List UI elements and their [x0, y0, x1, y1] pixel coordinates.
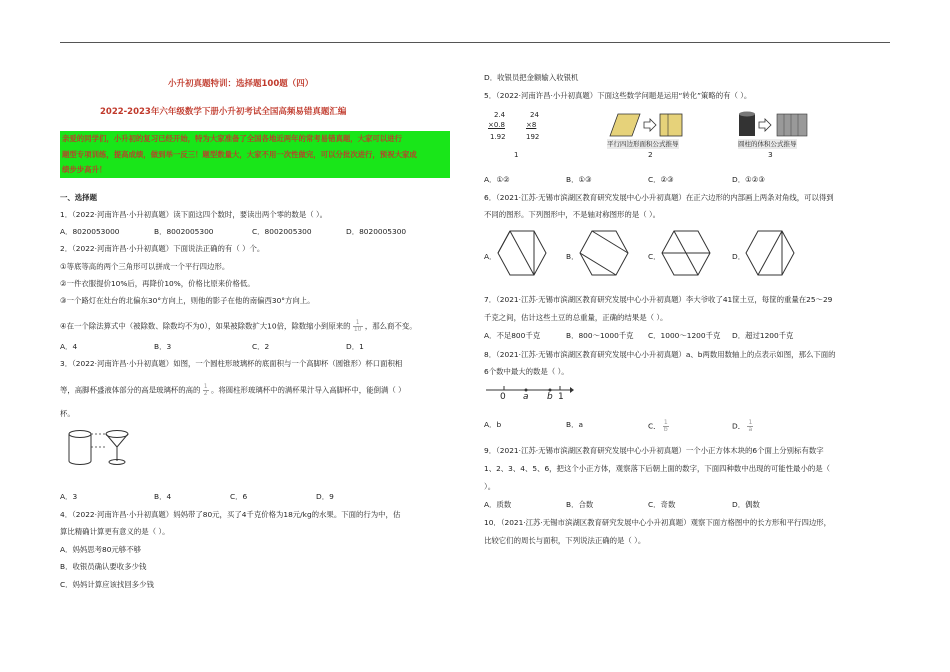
img-label: 2	[648, 150, 653, 159]
q2-item: ③一个路灯在灶台的北偏东30°方向上，则他的影子在他的南偏西30°方向上。	[60, 296, 315, 305]
q6-option-c: C．	[648, 252, 661, 261]
q1-option-a: A．8020053000	[60, 227, 120, 236]
q8-option-c: C． $\frac{1}{b}$	[648, 419, 668, 433]
q2-item: ②一件衣服提价10%后，再降价10%，价格比原来价格低。	[60, 279, 255, 288]
q8-option-a: A．b	[484, 420, 502, 429]
q9-option-d: D．偶数	[732, 500, 760, 509]
q3-option-a: A．3	[60, 492, 78, 501]
q1-stem: 1．（2022·河南许昌·小升初真题）读下面这四个数时，要读出两个零的数是（ ）。	[60, 210, 328, 219]
q1-option-d: D．8020005300	[346, 227, 407, 236]
q5-option-a: A．①②	[484, 175, 510, 184]
q4-stem: 4．（2022·河南许昌·小升初真题）妈妈带了80元，买了4千克价格为18元/kg的水果。下面的行为中，估	[60, 510, 401, 519]
q1-option-c: C．8002005300	[252, 227, 312, 236]
q2-option-c: C．2	[252, 342, 270, 351]
calc-text: ×0.8	[488, 121, 505, 129]
q7-option-a: A．不足800千克	[484, 331, 541, 340]
header-rule	[60, 42, 890, 43]
calc-text: 2.4	[494, 111, 506, 119]
q3-option-d: D．9	[316, 492, 334, 501]
q8-stem: 6个数中最大的数是（ ）。	[484, 367, 569, 376]
section-title: 一、选择题	[60, 193, 97, 202]
q3-fraction: $\frac{1}{2}$	[203, 383, 208, 397]
axis-label: b	[547, 392, 553, 402]
q8-fraction-d: $\frac{1}{a}$	[748, 419, 753, 433]
doc-subtitle: 2022-2023年六年级数学下册小升初考试全国高频易错真题汇编	[100, 107, 347, 117]
q9-stem: ）。	[484, 482, 496, 491]
q6-option-d: D．	[732, 252, 746, 261]
q3-stem: 等，高脚杯盛液体部分的高是玻璃杯的高的 $\frac{1}{2}$ 。将圆柱形玻璃杯中的满杯果汁导入高脚杯中，能倒满（ ）	[60, 383, 406, 397]
calc-text: 1.92	[490, 133, 506, 141]
q4-stem: 算比精确计算更有意义的是（ ）。	[60, 527, 170, 536]
q10-stem: 比较它们的周长与面积，下列说法正确的是（ ）。	[484, 536, 646, 545]
q2-item: ④在一个除法算式中（被除数、除数均不为0），如果被除数扩大10倍，除数缩小到原来的 $\frac{1}{10}$ ，那么商不变。	[60, 319, 417, 333]
img-label: 1	[514, 151, 519, 159]
q4-option-b: B．收银员确认要收多少钱	[60, 562, 147, 571]
intro-line: 绩步步高升！	[62, 165, 107, 174]
q7-option-c: C．1000～1200千克	[648, 331, 721, 340]
q2-option-b: B．3	[154, 342, 172, 351]
intro-line: 亲爱的同学们，小升初的复习已经开始，特为大家准备了全国各地近两年的常考易错真题，大家可以进行	[62, 134, 402, 143]
q6-stem: 不同的图形。下列图形中，不是轴对称图形的是（ ）。	[484, 210, 661, 219]
q9-stem: 1、2、3、4、5、6，把这个小正方体，观察落下后朝上面的数字，下面四种数中出现的可能性最小的是（	[484, 464, 831, 473]
q4-option-c: C．妈妈计算应该找回多少钱	[60, 580, 154, 589]
q7-option-d: D．超过1200千克	[732, 331, 794, 340]
q4-option-a: A．妈妈思考80元够不够	[60, 545, 141, 554]
img-label: 3	[768, 150, 773, 159]
q4-option-d: D．收银员把金额输入收银机	[484, 73, 579, 82]
q7-stem: 7．（2021·江苏·无锡市滨湖区教育研究发展中心小升初真题）李大爷收了41筐土豆，每筐的重量在25～29	[484, 295, 833, 304]
q2-item: ①等底等高的两个三角形可以拼成一个平行四边形。	[60, 262, 230, 271]
q3-stem: 杯。	[60, 409, 75, 418]
q5-parallelogram-figure	[604, 110, 684, 138]
q5-option-d: D．①②③	[732, 175, 765, 184]
q2-fraction: $\frac{1}{10}$	[353, 319, 362, 333]
axis-label: 1	[558, 392, 564, 402]
q5-figure-caption: 圆柱的体积公式推导	[738, 140, 797, 148]
q8-fraction-c: $\frac{1}{b}$	[663, 419, 668, 433]
q6-option-a: A．	[484, 252, 497, 261]
q5-calc-figure	[482, 110, 562, 160]
q9-option-b: B．合数	[566, 500, 594, 509]
q9-option-a: A．质数	[484, 500, 512, 509]
q8-stem: 8．（2021·江苏·无锡市滨湖区教育研究发展中心小升初真题）a、b两数用数轴上的点表示如图，那么下面的	[484, 350, 836, 359]
q9-stem: 9．（2021·江苏·无锡市滨湖区教育研究发展中心小升初真题）一个小正方体木块的6个面上分别标有数字	[484, 446, 824, 455]
q5-stem: 5．（2022·河南许昌·小升初真题）下面这些数学问题是运用“转化”策略的有（ ）。	[484, 91, 752, 100]
q6-option-b: B．	[566, 252, 579, 261]
axis-label: 0	[500, 392, 506, 402]
hexagon-d-figure	[744, 229, 796, 277]
q5-option-c: C．②③	[648, 175, 674, 184]
q6-stem: 6．（2021·江苏·无锡市滨湖区教育研究发展中心小升初真题）在正六边形的内部画上两条对角线，可以得到	[484, 193, 834, 202]
q7-stem: 千克之间，估计这些土豆的总重量，正确的结果是（ ）。	[484, 313, 668, 322]
q2-option-d: D．1	[346, 342, 364, 351]
q3-glass-figure	[62, 428, 132, 470]
q8-option-b: B．a	[566, 420, 583, 429]
hexagon-a-figure	[496, 229, 548, 277]
q10-stem: 10．（2021·江苏·无锡市滨湖区教育研究发展中心小升初真题）观察下面方格图中的长方形和平行四边形，	[484, 518, 832, 527]
hexagon-b-figure	[578, 229, 630, 277]
q7-option-b: B．800～1000千克	[566, 331, 634, 340]
hexagon-c-figure	[660, 229, 712, 277]
axis-label: a	[523, 392, 529, 402]
q2-option-a: A．4	[60, 342, 78, 351]
calc-text: 192	[526, 133, 540, 141]
q3-stem: 3．（2022·河南许昌·小升初真题）如图，一个圆柱形玻璃杯的底面积与一个高脚杯（圆锥形）杯口面积相	[60, 359, 403, 368]
q9-option-c: C．奇数	[648, 500, 676, 509]
intro-line: 题型专项训练，提高成绩，做到举一反三！题型数量大，大家不用一次性做完，可以分批次进行，预祝大家成	[62, 149, 417, 159]
q5-figure-caption: 平行四边形面积公式推导	[607, 140, 679, 148]
q5-cylinder-figure	[735, 110, 815, 138]
q8-option-d: D． $\frac{1}{a}$	[732, 419, 753, 433]
calc-text: ×8	[526, 121, 537, 129]
q2-stem: 2．（2022·河南许昌·小升初真题）下面说法正确的有（ ）个。	[60, 244, 265, 253]
q5-option-b: B．①③	[566, 175, 592, 184]
q1-option-b: B．8002005300	[154, 227, 214, 236]
q3-option-b: B．4	[154, 492, 172, 501]
intro-banner	[60, 131, 450, 178]
q3-option-c: C．6	[230, 492, 248, 501]
doc-title: 小升初真题特训：选择题100题（四）	[168, 79, 314, 89]
calc-text: 24	[530, 111, 539, 119]
